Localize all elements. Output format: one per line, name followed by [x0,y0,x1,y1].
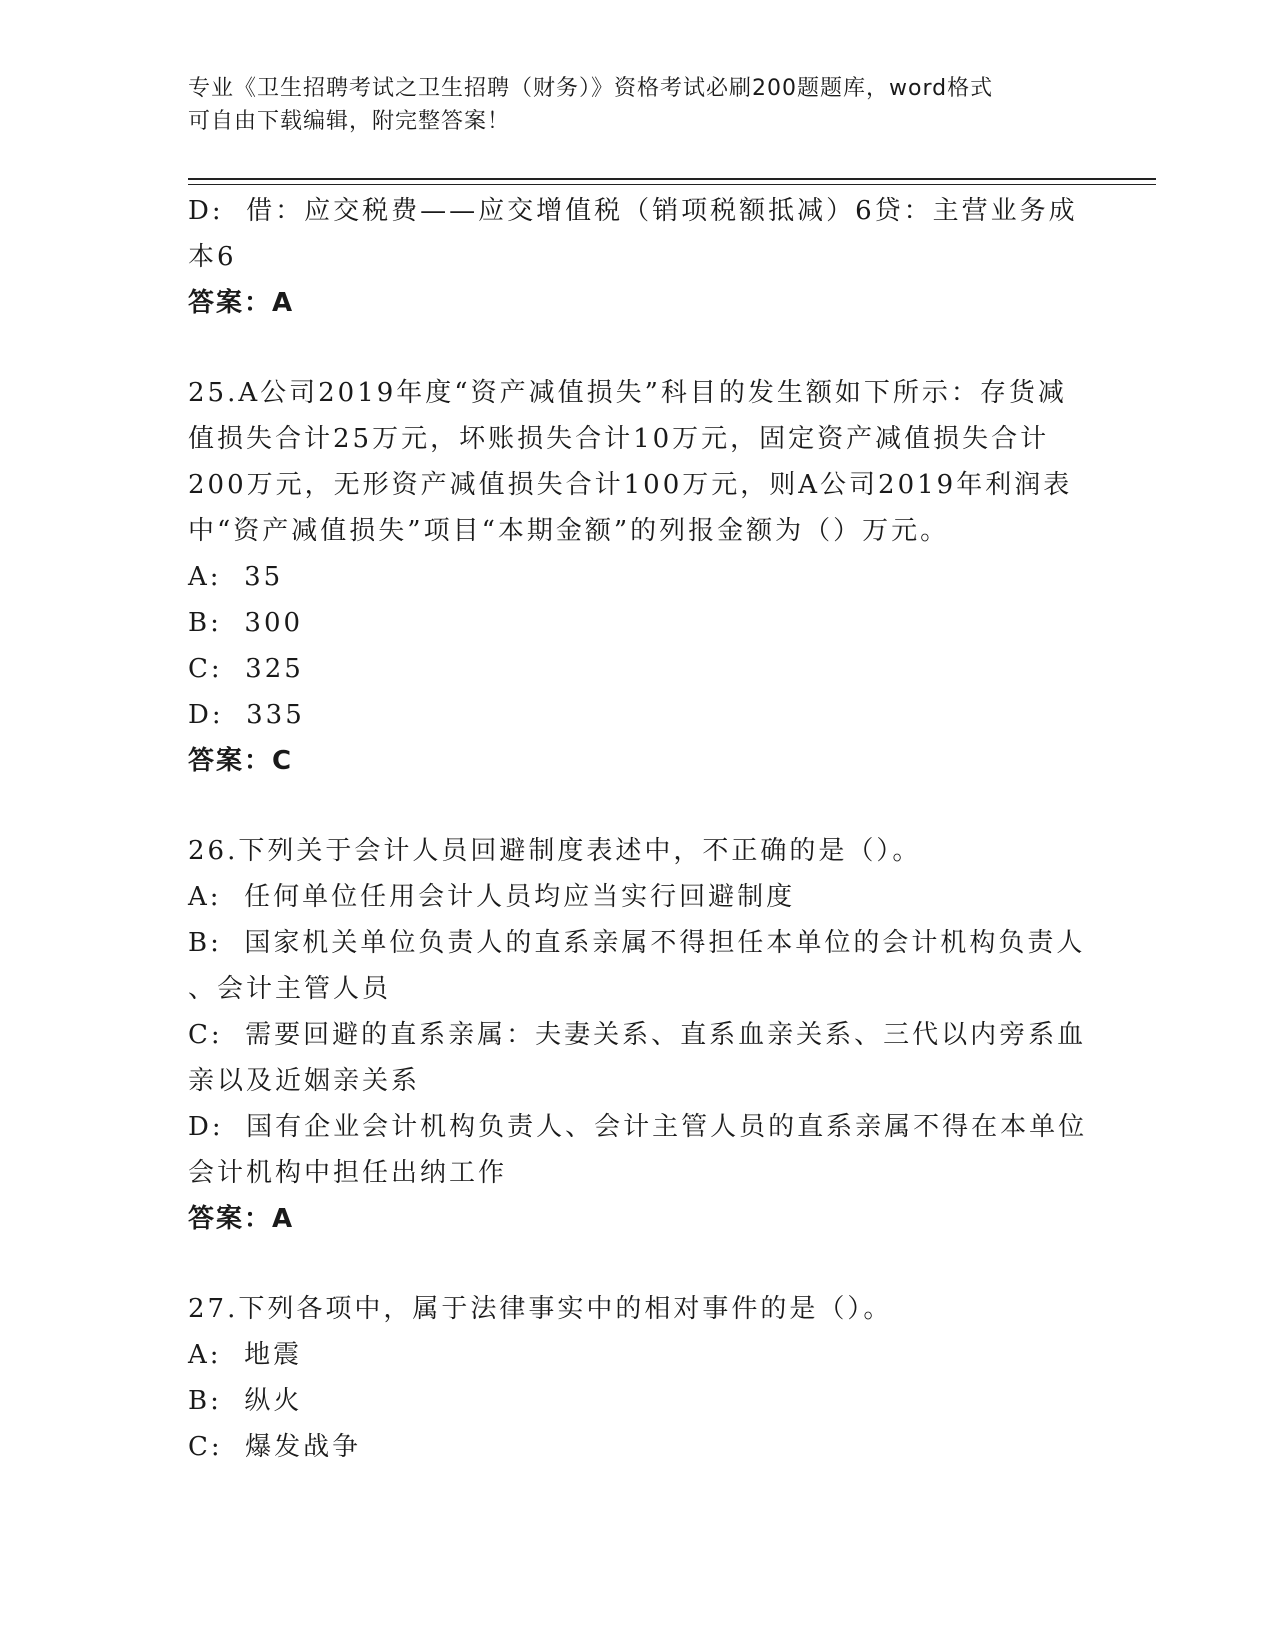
spacer [188,326,1088,370]
option-c: C: 325 [188,654,304,684]
option-b: B: 300 [188,608,304,638]
question-stem-line: 中“资产减值损失”项目“本期金额”的列报金额为（）万元。 [188,516,950,546]
option-d-line-2: 本6 [188,242,237,272]
question-26 [188,828,1088,1242]
option-b-line-2: 、会计主管人员 [188,974,392,1004]
option-d-line-1: D: 借：应交税费——应交增值税（销项税额抵减）6贷：主营业务成 [188,196,1078,226]
option-c: C: 爆发战争 [188,1432,362,1462]
answer-label: 答案：A [188,1204,295,1234]
question-stem-line: 值损失合计25万元，坏账损失合计10万元，固定资产减值损失合计 [188,424,1050,454]
question-stem-line: 200万元，无形资产减值损失合计100万元，则A公司2019年利润表 [188,470,1073,500]
header-divider-thin [188,184,1156,185]
question-stem-line: 27.下列各项中，属于法律事实中的相对事件的是（）。 [188,1294,893,1324]
document-header [188,72,1068,138]
option-b: B: 纵火 [188,1386,303,1416]
question-24-tail [188,188,1088,326]
option-d-line-2: 会计机构中担任出纳工作 [188,1158,508,1188]
question-stem-line: 25.A公司2019年度“资产减值损失”科目的发生额如下所示：存货减 [188,378,1067,408]
header-divider-thick [188,178,1156,180]
option-a: A: 地震 [188,1340,303,1370]
option-c-line-1: C: 需要回避的直系亲属：夫妻关系、直系血亲关系、三代以内旁系血 [188,1020,1087,1050]
question-stem-line: 26.下列关于会计人员回避制度表述中，不正确的是（）。 [188,836,922,866]
spacer [188,1242,1088,1286]
option-a: A: 35 [188,562,284,592]
spacer [188,784,1088,828]
question-27 [188,1286,1088,1470]
header-line-2: 可自由下载编辑，附完整答案！ [188,109,511,134]
option-c-line-2: 亲以及近姻亲关系 [188,1066,421,1096]
option-a: A: 任何单位任用会计人员均应当实行回避制度 [188,882,796,912]
option-d-line-1: D: 国有企业会计机构负责人、会计主管人员的直系亲属不得在本单位 [188,1112,1088,1142]
option-d: D: 335 [188,700,305,730]
question-25 [188,370,1088,784]
option-b-line-1: B: 国家机关单位负责人的直系亲属不得担任本单位的会计机构负责人 [188,928,1086,958]
question-list [188,188,1088,1470]
answer-label: 答案：C [188,746,294,776]
header-line-1: 专业《卫生招聘考试之卫生招聘（财务）》资格考试必刷200题题库，word格式 [188,76,994,101]
answer-label: 答案：A [188,288,295,318]
